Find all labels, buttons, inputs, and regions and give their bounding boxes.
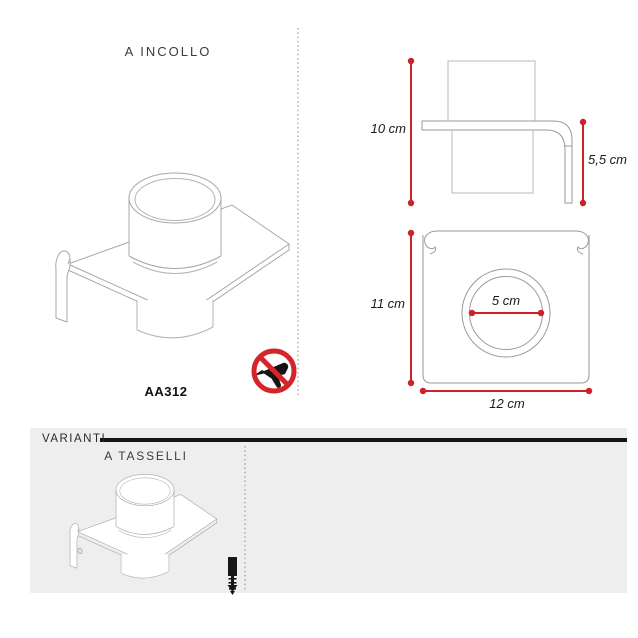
dimension-line-12cm	[420, 388, 592, 394]
side-view-drawing	[408, 58, 586, 206]
dimension-line-10cm	[408, 58, 414, 206]
dowel-mount-drawing	[70, 474, 217, 578]
dimension-label-bracket-drop: 5,5 cm	[588, 152, 628, 167]
dimension-label-hole: 5 cm	[491, 293, 521, 308]
wall-plug-icon	[228, 557, 238, 595]
mount-type-title: A INCOLLO	[124, 44, 212, 59]
glue-mount-drawing	[56, 173, 289, 338]
dimension-label-depth: 11 cm	[370, 296, 405, 311]
top-view-drawing	[408, 230, 592, 394]
variant-type-title: A TASSELLI	[104, 449, 188, 463]
dimension-label-height: 10 cm	[370, 121, 406, 136]
product-code: AA312	[144, 384, 188, 399]
variants-section-title: VARIANTI	[42, 433, 107, 445]
dimension-line-55cm	[580, 119, 586, 206]
no-drill-icon	[253, 351, 294, 391]
dimension-label-width: 12 cm	[489, 396, 525, 411]
dimension-line-11cm	[408, 230, 414, 386]
dimension-line-5cm	[469, 310, 544, 316]
